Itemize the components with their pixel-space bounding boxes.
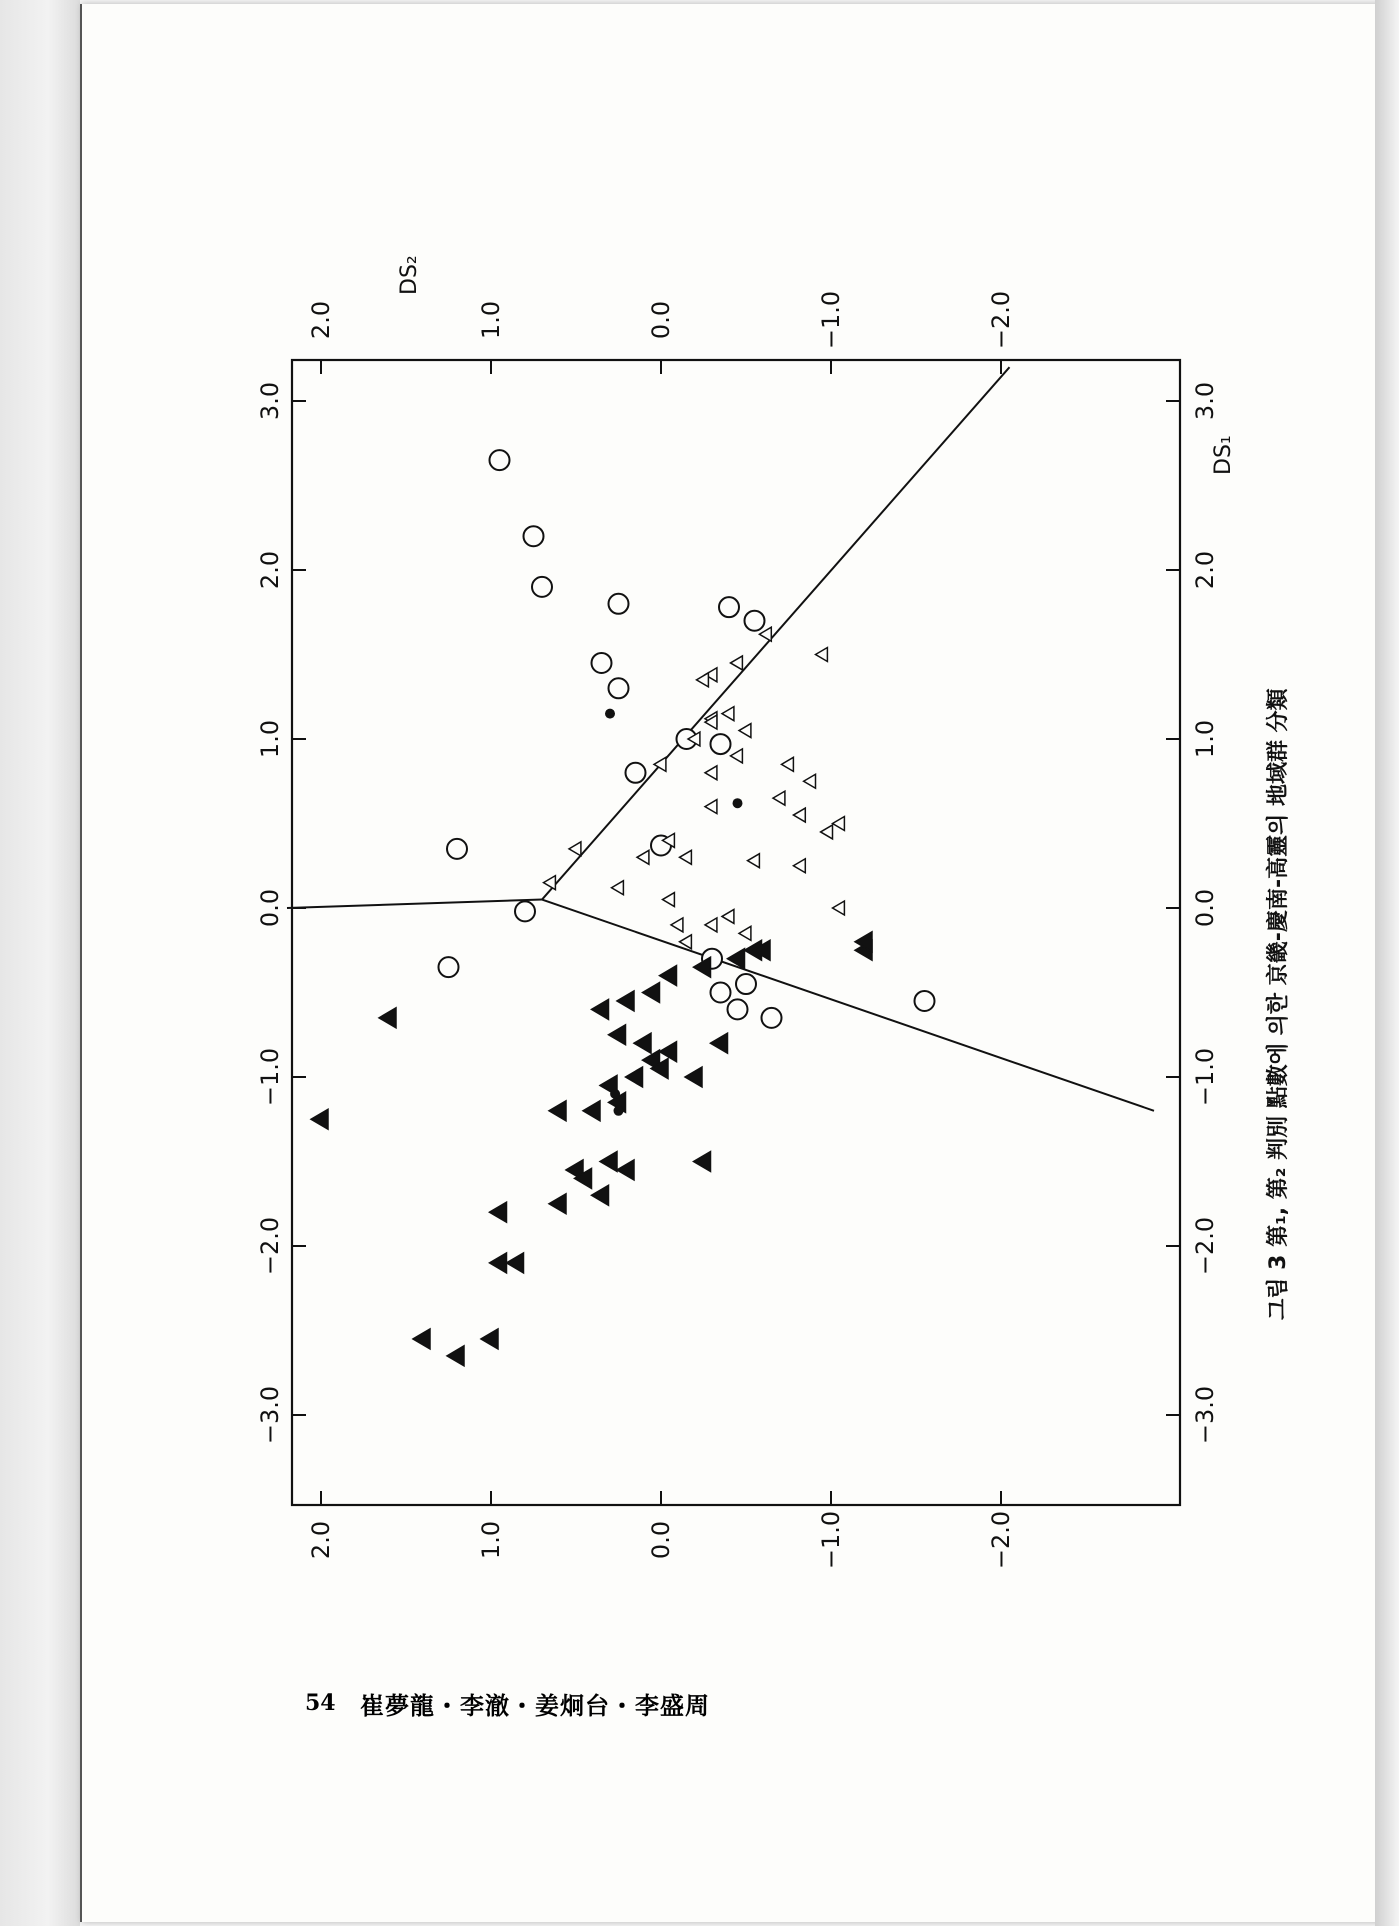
open-circle-point (626, 763, 646, 783)
open-circle-point (524, 526, 544, 546)
filled-triangle-point (643, 983, 660, 1003)
open-triangle-point (569, 842, 581, 856)
ds1-tick-label-right: 1.0 (1191, 719, 1219, 759)
ds1-tick-label-left: −3.0 (256, 1385, 284, 1445)
open-triangle-point (697, 673, 709, 687)
discriminant-boundary-line (287, 900, 542, 908)
open-triangle-point (731, 749, 743, 763)
ds2-tick-label-bottom: 2.0 (307, 1520, 335, 1560)
filled-triangle-point (592, 999, 609, 1019)
ds2-tick-label-top: 1.0 (477, 300, 505, 340)
open-triangle-point (722, 707, 734, 721)
open-circle-point (490, 450, 510, 470)
ds2-tick-label-bottom: 0.0 (647, 1520, 675, 1560)
open-circle-point (532, 577, 552, 597)
ds2-tick-label-bottom: −1.0 (817, 1510, 845, 1570)
open-circle-point (447, 839, 467, 859)
filled-dot-point (614, 1106, 624, 1116)
filled-triangle-point (549, 1194, 566, 1214)
ds2-tick-label-top: 2.0 (307, 300, 335, 340)
ds1-tick-label-left: 3.0 (256, 381, 284, 421)
filled-triangle-point (685, 1067, 702, 1087)
filled-triangle-point (490, 1202, 507, 1222)
filled-triangle-point (626, 1067, 643, 1087)
ds1-axis-label: DS₁ (1211, 435, 1236, 475)
open-triangle-point (612, 881, 624, 895)
open-triangle-point (705, 766, 717, 780)
ds1-tick-label-right: 0.0 (1191, 888, 1219, 928)
open-triangle-point (705, 918, 717, 932)
open-triangle-point (804, 774, 816, 788)
ds1-tick-label-left: 1.0 (256, 719, 284, 759)
open-circle-point (711, 983, 731, 1003)
ds2-tick-label-top: 0.0 (647, 300, 675, 340)
open-triangle-point (816, 648, 828, 662)
ds2-tick-label-bottom: −2.0 (987, 1510, 1015, 1570)
page-number: 54 (305, 1690, 336, 1716)
filled-dot-point (605, 709, 615, 719)
open-circle-point (592, 653, 612, 673)
filled-triangle-point (711, 1033, 728, 1053)
open-triangle-point (739, 724, 751, 738)
open-triangle-point (782, 757, 794, 771)
filled-triangle-point (592, 1185, 609, 1205)
filled-triangle-point (379, 1008, 396, 1028)
open-triangle-point (663, 893, 675, 907)
ds2-tick-label-top: −2.0 (987, 290, 1015, 350)
open-circle-point (745, 611, 765, 631)
open-triangle-point (833, 901, 845, 915)
open-triangle-point (793, 859, 805, 873)
open-triangle-point (637, 850, 649, 864)
filled-triangle-point (617, 991, 634, 1011)
ds1-tick-label-right: 2.0 (1191, 550, 1219, 590)
open-triangle-point (793, 808, 805, 822)
ds1-tick-label-right: −1.0 (1191, 1047, 1219, 1107)
ds1-tick-label-left: 2.0 (256, 550, 284, 590)
filled-triangle-point (507, 1253, 524, 1273)
open-circle-point (609, 678, 629, 698)
filled-triangle-point (609, 1025, 626, 1045)
open-triangle-point (544, 876, 556, 890)
ds2-axis-label: DS₂ (397, 255, 422, 295)
filled-triangle-point (600, 1152, 617, 1172)
open-triangle-point (821, 825, 833, 839)
ds1-tick-label-right: −2.0 (1191, 1216, 1219, 1276)
open-triangle-point (705, 800, 717, 814)
open-circle-point (711, 734, 731, 754)
open-circle-point (609, 594, 629, 614)
open-circle-point (736, 974, 756, 994)
filled-triangle-point (481, 1329, 498, 1349)
figure-caption: 그림 3 第₁, 第₂ 判別 點數에 의한 京畿-慶南-高靈의 地域群 分類 (1266, 688, 1291, 1320)
open-triangle-point (833, 817, 845, 831)
open-circle-point (719, 597, 739, 617)
filled-dot-point (610, 1089, 620, 1099)
filled-triangle-point (694, 1152, 711, 1172)
ds1-tick-label-right: −3.0 (1191, 1385, 1219, 1445)
ds1-tick-label-right: 3.0 (1191, 381, 1219, 421)
filled-triangle-point (447, 1346, 464, 1366)
filled-dot-point (733, 798, 743, 808)
filled-triangle-point (660, 966, 677, 986)
open-triangle-point (739, 926, 751, 940)
ds2-tick-label-bottom: 1.0 (477, 1520, 505, 1560)
discriminant-boundary-line (542, 367, 1010, 899)
open-circle-point (728, 999, 748, 1019)
open-circle-point (439, 957, 459, 977)
open-triangle-point (748, 854, 760, 868)
filled-triangle-point (490, 1253, 507, 1273)
filled-triangle-point (413, 1329, 430, 1349)
filled-triangle-point (311, 1109, 328, 1129)
ds2-tick-label-top: −1.0 (817, 290, 845, 350)
filled-triangle-point (549, 1101, 566, 1121)
ds1-tick-label-left: −2.0 (256, 1216, 284, 1276)
filled-triangle-point (617, 1160, 634, 1180)
open-triangle-point (731, 656, 743, 670)
open-triangle-point (680, 850, 692, 864)
open-triangle-point (722, 909, 734, 923)
open-triangle-point (773, 791, 785, 805)
open-circle-point (915, 991, 935, 1011)
open-triangle-point (671, 918, 683, 932)
open-circle-point (515, 901, 535, 921)
filled-triangle-point (583, 1101, 600, 1121)
ds1-tick-label-left: −1.0 (256, 1047, 284, 1107)
author-names: 崔夢龍・李澈・姜炯台・李盛周 (360, 1691, 710, 1720)
open-circle-point (762, 1008, 782, 1028)
filled-triangle-point (634, 1033, 651, 1053)
ds1-tick-label-left: 0.0 (256, 888, 284, 928)
